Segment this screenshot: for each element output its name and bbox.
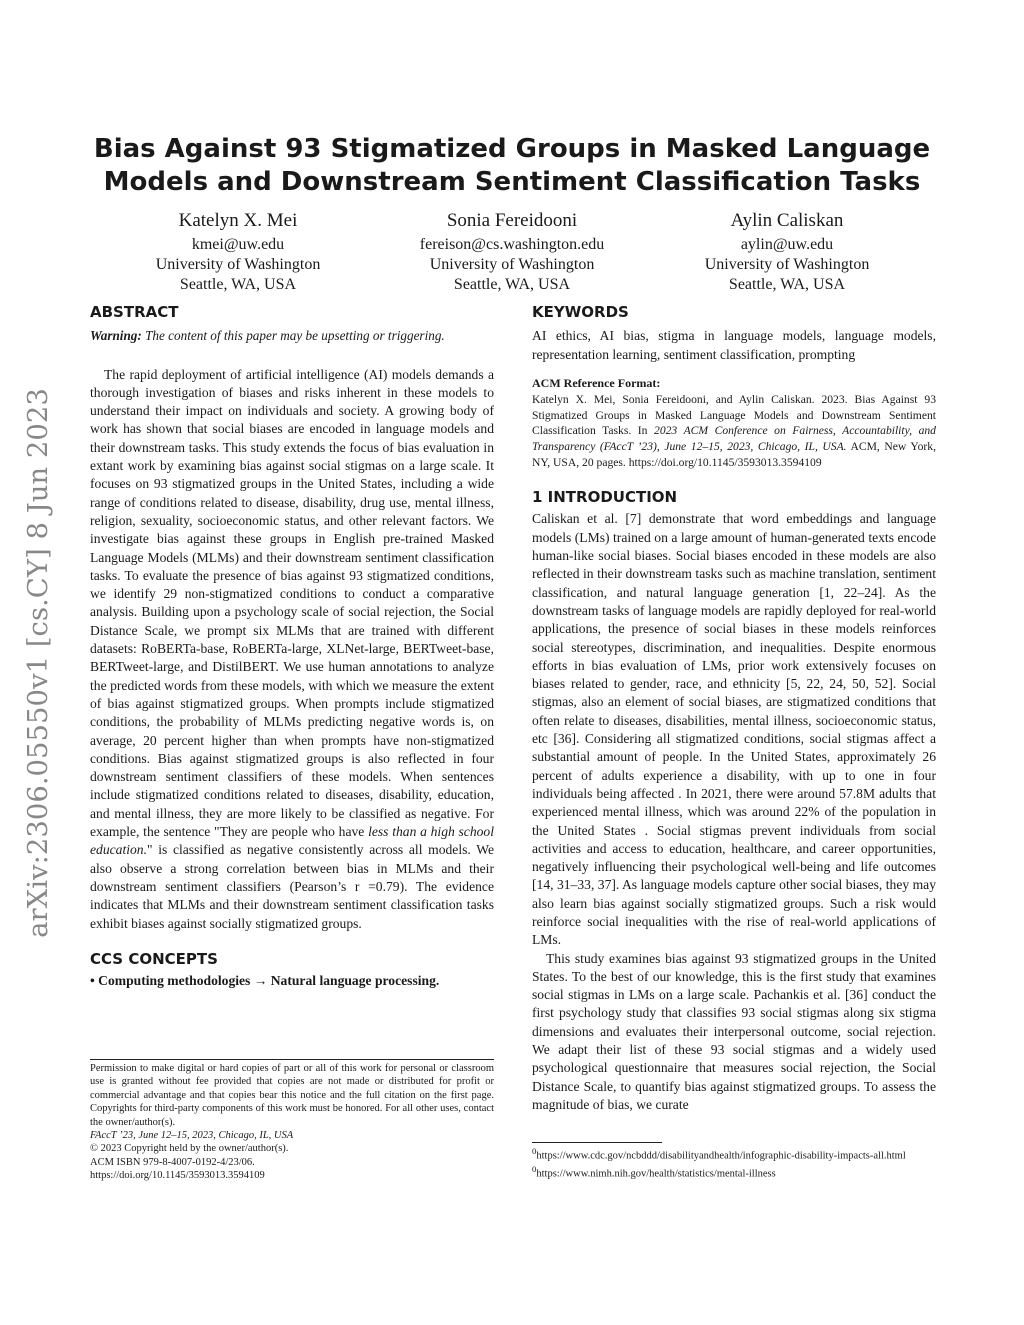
author-email: aylin@uw.edu [740, 236, 834, 253]
footnote-item [532, 1163, 936, 1181]
author-affiliation: University of Washington [429, 256, 595, 273]
ccs-heading: CCS CONCEPTS [90, 949, 218, 968]
content-warning [90, 327, 494, 345]
author-location: Seattle, WA, USA [728, 276, 846, 293]
paper-title: Bias Against 93 Stigmatized Groups in Masked Language Models and Downstream Sentiment Classification Tasks [93, 134, 931, 197]
footnote-url[interactable]: https://www.nimh.nih.gov/health/statistics/mental-illness [536, 1168, 776, 1180]
author-3 [657, 209, 917, 295]
acm-reference-text: Katelyn X. Mei, Sonia Fereidooni, and Aylin Caliskan. 2023. Bias Against 93 Stigmatized Groups in Masked Language Models and Downstream Sentiment Classification Tasks. In [532, 393, 936, 438]
author-2 [382, 209, 642, 295]
keywords-section [532, 303, 936, 1114]
footnote-divider [90, 1059, 494, 1060]
author-affiliation: University of Washington [704, 256, 870, 273]
abstract-text-end: " is classified as negative consistently across all models. We also observe a strong correlation between bias in MLMs and their downstream sentiment classifiers (Pearson’s r =0.79). The evidence indicates that MLMs and their downstream sentiment classification tasks exhibit biases against socially stigmatized groups. [90, 842, 494, 931]
author-email: fereison@cs.washington.edu [419, 236, 605, 253]
footnote-divider-right [532, 1142, 662, 1143]
author-affiliation: University of Washington [155, 256, 321, 273]
abstract-section [90, 303, 494, 990]
introduction-heading: 1 INTRODUCTION [532, 488, 678, 507]
arxiv-stamp [14, 368, 62, 958]
acm-reference-venue: 2023 ACM Conference on Fairness, Accountability, and Transparency (FAccT ’23), June 12–15, 2023, Chicago, IL, USA. [532, 424, 936, 453]
footnote-item [532, 1145, 936, 1163]
author-name: Aylin Caliskan [730, 210, 844, 231]
footnote-url[interactable]: https://www.cdc.gov/ncbddd/disabilityandhealth/infographic-disability-impacts-all.html [536, 1150, 906, 1162]
footnote-mark: 0 [532, 1146, 537, 1156]
author-name: Katelyn X. Mei [178, 210, 298, 231]
introduction-paragraph-1: Caliskan et al. [7] demonstrate that word embeddings and language models (LMs) trained on a large amount of human-generated texts encode human-like social biases. Social biases encoded in these models are also reflected in their downstream tasks such as machine translation, sentiment classification, and natural language generation [1, 22–24]. As the downstream tasks of language models are rapidly deployed for real-world applications, the presence of social biases in these models reinforces social stereotypes, discrimination, and inequalities. Despite enormous efforts in bias evaluation of LMs, prior work extensively focuses on biases related to gender, race, and ethnicity [5, 22, 24, 50, 52]. Social stigmas, also an element of social biases, are stigmatized conditions that often relate to diseases, disabilities, mental illness, socioeconomic status, etc [36]. Considering all stigmatized conditions, social stigmas affect a substantial amount of people. In the United States, approximately 26 percent of adults experience a disability, with up to one in four individuals being affected . In 2021, there were around 57.8M adults that experienced mental illness, which was around 22% of the population in the United States . Social stigmas prevent individuals from social activities and access to education, healthcare, and career opportunities, negatively influencing their psychological well-being and life outcomes [14, 31–33, 37]. As language models capture other social biases, they may also learn bias against socially stigmatized groups. Such a risk would reinforce social inequalities with the rise of real-world applications of LMs. [532, 511, 936, 948]
acm-reference-heading: ACM Reference Format: [532, 375, 661, 390]
footnote-mark: 0 [532, 1163, 537, 1174]
abstract-body [90, 366, 494, 933]
author-1 [108, 209, 368, 295]
isbn-line: ACM ISBN 979-8-4007-0192-4/23/06. [90, 1156, 255, 1168]
permission-text: Permission to make digital or hard copies of part or all of this work for personal or classroom use is granted without fee provided that copies are not made or distributed for profit or commercial advantage and that copies bear this notice and the full citation on the first page. Copyrights for third-party components of this work must be honored. For all other uses, contact the owner/author(s). [90, 1063, 494, 1128]
author-location: Seattle, WA, USA [179, 276, 297, 293]
copyright-line: © 2023 Copyright held by the owner/author(s). [90, 1143, 289, 1155]
ccs-concepts: • Computing methodologies → Natural language processing. [90, 973, 440, 989]
keywords-heading: KEYWORDS [532, 303, 629, 321]
warning-label: Warning: [90, 328, 142, 344]
acm-reference [532, 392, 936, 470]
doi-link[interactable]: https://doi.org/10.1145/3593013.3594109 [90, 1170, 265, 1182]
abstract-heading: ABSTRACT [90, 303, 179, 321]
introduction-paragraph-2: This study examines bias against 93 stigmatized groups in the United States. To the best of our knowledge, this is the first study that examines social stigmas in LMs on a large scale. Pachankis et al. [36] conduct the first psychology study that classifies 93 social stigmas along six stigma dimensions and evaluates their interpersonal outcome, social rejection. We adapt their list of these 93 social stigmas and a widely used psychological questionnaire that measures social rejection, the Social Distance Scale, to quantify bias against stigmatized groups. To assess the magnitude of bias, we curate [532, 950, 936, 1112]
arxiv-stamp-text: arXiv:2306.05550v1 [cs.CY] 8 Jun 2023 [22, 388, 54, 938]
warning-text: The content of this paper may be upsetting or triggering. [141, 328, 445, 344]
footnotes [532, 1145, 936, 1181]
acm-reference-doi: ACM, New York, NY, USA, 20 pages. https://doi.org/10.1145/3593013.3594109 [532, 439, 936, 469]
venue-line: FAccT ’23, June 12–15, 2023, Chicago, IL, USA [90, 1130, 294, 1142]
keywords-text: AI ethics, AI bias, stigma in language models, language models, representation learning, sentiment classification, prompting [532, 328, 936, 362]
abstract-text: The rapid deployment of artificial intelligence (AI) models demands a thorough investigation of biases and risks inherent in these models to understand their impact on individuals and society. A growing body of work has shown that social biases are encoded in language models and their downstream tasks. This study extends the focus of bias evaluation in extant work by examining bias against social stigmas on a large scale. It focuses on 93 stigmatized groups in the United States, including a wide range of conditions related to disease, disability, drug use, mental illness, religion, sexuality, socioeconomic status, and other relevant factors. We investigate bias against these groups in English pre-trained Masked Language Models (MLMs) and their downstream sentiment classification tasks. To evaluate the presence of bias against 93 stigmatized conditions, we identify 29 non-stigmatized conditions to conduct a comparative analysis. Building upon a psychology scale of social rejection, the Social Distance Scale, we prompt six MLMs that are trained with different datasets: RoBERTa-base, RoBERTa-large, XLNet-large, BERTweet-base, BERTweet-large, and DistilBERT. We use human annotations to analyze the predicted words from these models, with which we measure the extent of bias against stigmatized groups. When prompts include stigmatized conditions, the probability of MLMs predicting negative words is, on average, 20 percent higher than when prompts have non-stigmatized conditions. Bias against stigmatized groups is also reflected in four downstream sentiment classifiers of these models. When sentences include stigmatized conditions related to diseases, disability, education, and mental illness, they are more likely to be classified as negative. For example, the sentence "They are people who have [90, 366, 494, 840]
author-name: Sonia Fereidooni [446, 210, 578, 231]
abstract-italic-example: less than a high school education. [90, 824, 495, 858]
author-email: kmei@uw.edu [191, 236, 285, 253]
permission-note [90, 1062, 494, 1183]
author-location: Seattle, WA, USA [453, 276, 571, 293]
